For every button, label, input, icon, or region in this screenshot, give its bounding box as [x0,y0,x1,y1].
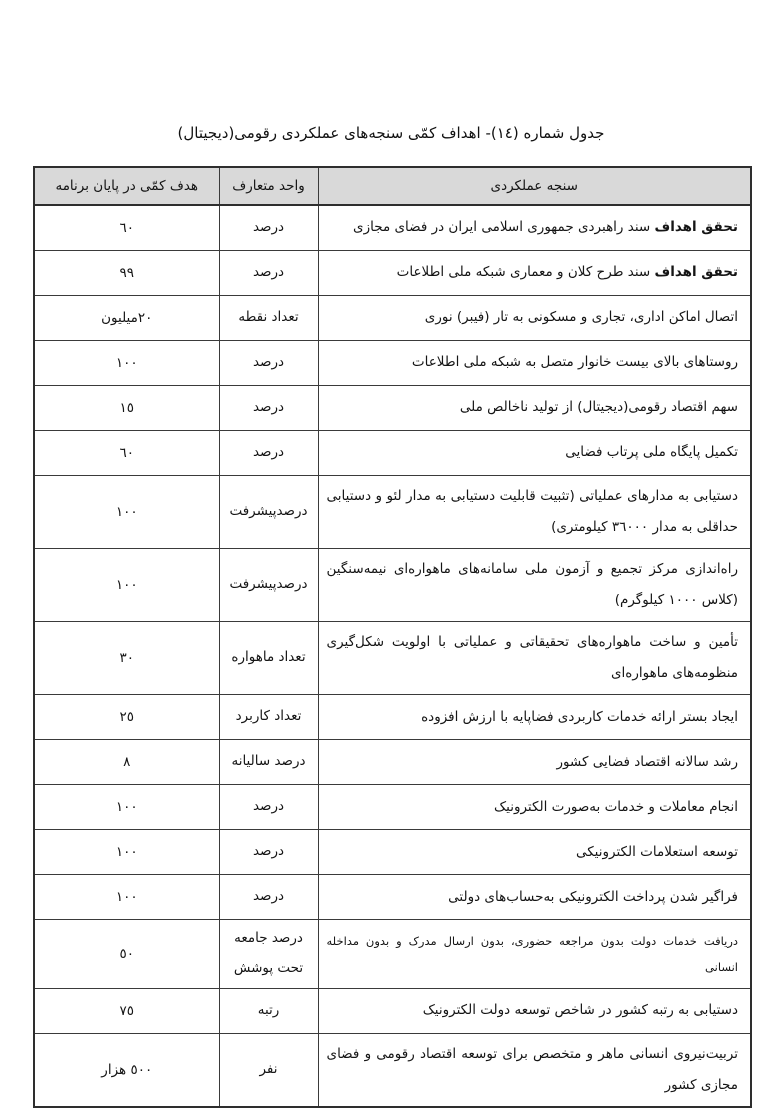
table-row [34,251,751,296]
metric-cell: توسعه استعلامات الکترونیکی [318,830,751,875]
metric-cell: تأمین و ساخت ماهواره‌های تحقیقاتی و عملیاتی با اولویت شکل‌گیری منظومه‌های ماهواره‌ای [318,622,751,695]
metric-cell: دستیابی به رتبه کشور در شاخص توسعه دولت الکترونیک [318,988,751,1033]
table-row [34,875,751,920]
header-unit: واحد متعارف [219,167,318,205]
table-row [34,549,751,622]
table-row [34,431,751,476]
table-row [34,785,751,830]
table-row [34,296,751,341]
table-row [34,476,751,549]
metric-cell: روستاهای بالای بیست خانوار متصل به شبکه ملی اطلاعات [318,341,751,386]
metrics-table [33,166,752,1108]
table-row [34,740,751,785]
target-cell: ١٠٠ [34,341,219,386]
metric-cell: ایجاد بستر ارائه خدمات کاربردی فضاپایه با ارزش افزوده [318,695,751,740]
header-row [34,167,751,205]
metric-cell: اتصال اماکن اداری، تجاری و مسکونی به تار (فیبر) نوری [318,296,751,341]
unit-cell: درصد [219,431,318,476]
target-cell: ٩٩ [34,251,219,296]
metric-bold-prefix: تحقق اهداف [654,264,738,281]
target-cell: ٢٠میلیون [34,296,219,341]
unit-cell: درصدپیشرفت [219,549,318,622]
table-row [34,386,751,431]
target-cell: ١٠٠ [34,549,219,622]
unit-cell: رتبه [219,988,318,1033]
unit-cell: درصد [219,341,318,386]
target-cell: ٦٠ [34,205,219,251]
target-cell: ٥٠ [34,920,219,988]
unit-cell: درصد [219,785,318,830]
unit-cell: درصد [219,875,318,920]
target-cell: ٢٥ [34,695,219,740]
unit-cell: تعداد نقطه [219,296,318,341]
table-row [34,205,751,251]
table-row [34,622,751,695]
table-body [34,205,751,1107]
header-metric: سنجه عملکردی [318,167,751,205]
table-title: جدول شماره (١٤)- اهداف کمّی سنجه‌های عملکردی رقومی(دیجیتال) [177,124,605,142]
metric-cell: دستیابی به مدارهای عملیاتی (تثبیت قابلیت دستیابی به مدار لئو و دستیابی حداقلی به مدار ٣٦٠٠٠ کیلومتری) [318,476,751,549]
target-cell: ١٠٠ [34,875,219,920]
metric-cell: رشد سالانه اقتصاد فضایی کشور [318,740,751,785]
unit-cell: درصد سالیانه [219,740,318,785]
table-row [34,830,751,875]
unit-cell: درصد [219,205,318,251]
target-cell: ١٠٠ [34,830,219,875]
target-cell: ٨ [34,740,219,785]
metric-cell: تحقق اهداف سند طرح کلان و معماری شبکه ملی اطلاعات [318,251,751,296]
metric-cell: راه‌اندازی مرکز تجمیع و آزمون ملی سامانه‌های ماهواره‌ای نیمه‌سنگین (کلاس ١٠٠٠ کیلوگرم) [318,549,751,622]
table-row [34,920,751,988]
target-cell: ٧٥ [34,988,219,1033]
unit-cell: درصد [219,251,318,296]
metric-cell: تحقق اهداف سند راهبردی جمهوری اسلامی ایران در فضای مجازی [318,205,751,251]
metric-cell: تکمیل پایگاه ملی پرتاب فضایی [318,431,751,476]
table-row [34,695,751,740]
unit-cell: درصد [219,830,318,875]
metric-cell: انجام معاملات و خدمات به‌صورت الکترونیک [318,785,751,830]
target-cell: ١٠٠ [34,785,219,830]
target-cell: ٥٠٠ هزار [34,1033,219,1107]
table-row [34,341,751,386]
metric-cell: تربیت‌نیروی انسانی ماهر و متخصص برای توسعه اقتصاد رقومی و فضای مجازی کشور [318,1033,751,1107]
table-header [34,167,751,205]
metric-cell: فراگیر شدن پرداخت الکترونیکی به‌حساب‌های دولتی [318,875,751,920]
unit-cell: نفر [219,1033,318,1107]
unit-cell: تعداد کاربرد [219,695,318,740]
target-cell: ٦٠ [34,431,219,476]
metric-cell: سهم اقتصاد رقومی(دیجیتال) از تولید ناخالص ملی [318,386,751,431]
unit-cell: تعداد ماهواره [219,622,318,695]
target-cell: ١٥ [34,386,219,431]
metric-bold-prefix: تحقق اهداف [654,219,738,236]
unit-cell: درصدپیشرفت [219,476,318,549]
table-row [34,1033,751,1107]
target-cell: ٣٠ [34,622,219,695]
unit-cell: درصد [219,386,318,431]
header-target: هدف کمّی در پایان برنامه [34,167,219,205]
table-row [34,988,751,1033]
unit-cell: درصد جامعه تحت پوشش [219,920,318,988]
metric-cell: دریافت خدمات دولت بدون مراجعه حضوری، بدون ارسال مدرک و بدون مداخله انسانی [318,920,751,988]
target-cell: ١٠٠ [34,476,219,549]
